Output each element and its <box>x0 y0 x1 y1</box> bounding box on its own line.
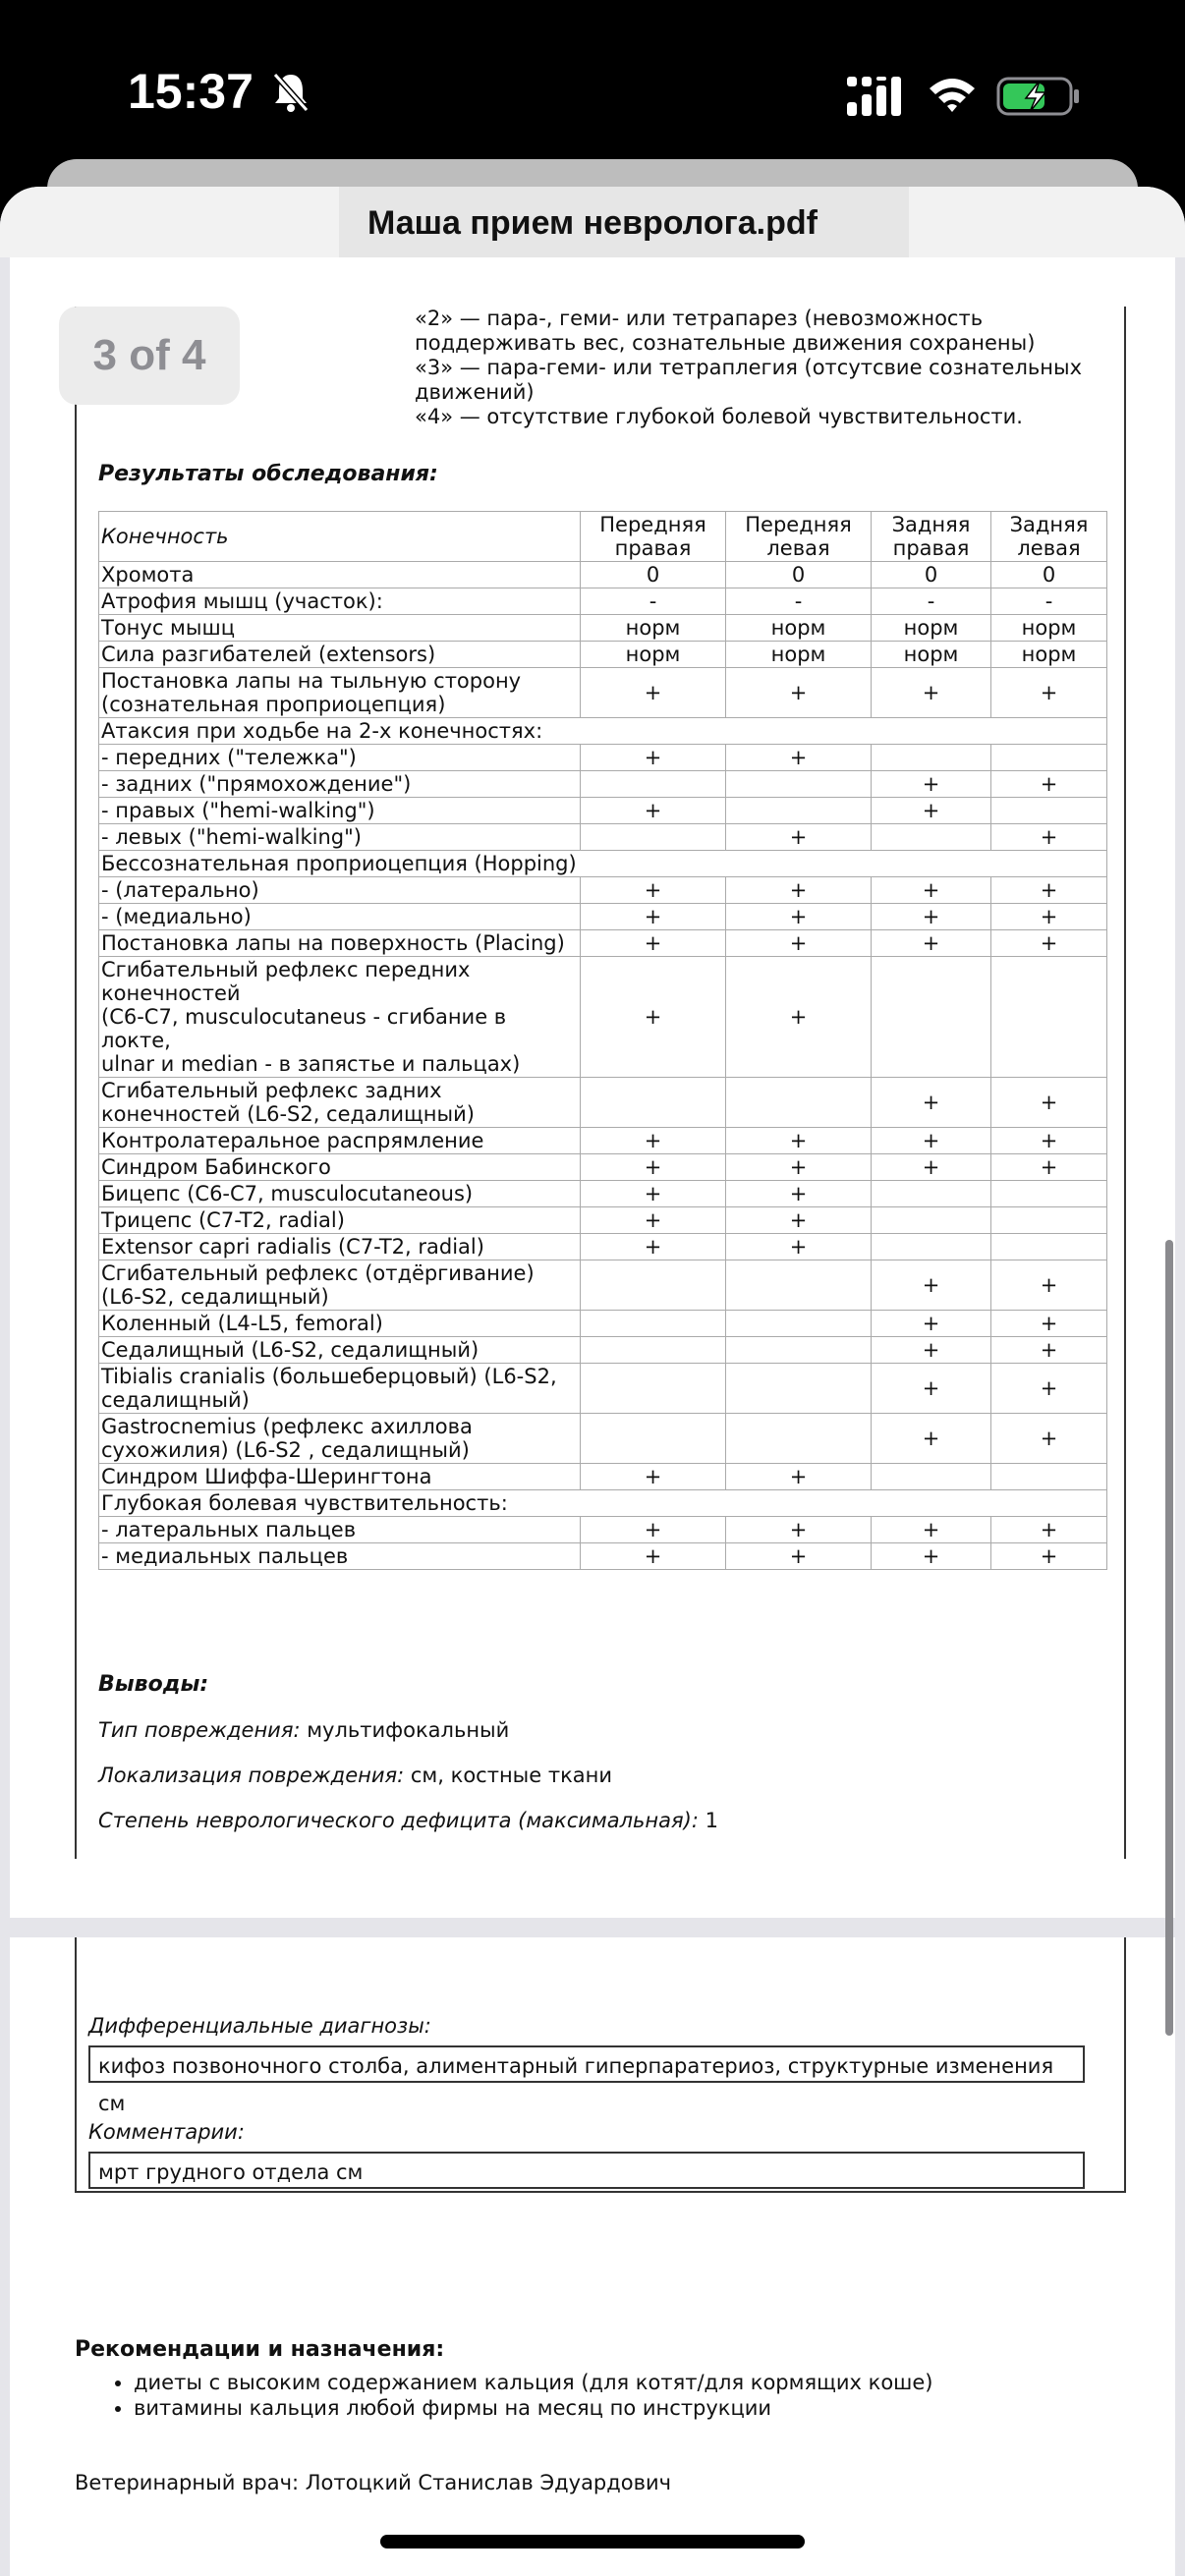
table-row <box>99 1260 1107 1311</box>
row-label: - левых ("hemi-walking") <box>99 824 581 851</box>
table-row <box>99 1464 1107 1490</box>
differential-label: Дифференциальные диагнозы: <box>88 2014 431 2038</box>
row-label: Трицепс (C7-T2, radial) <box>99 1207 581 1234</box>
row-value: + <box>726 824 872 851</box>
differential-box: кифоз позвоночного столба, алиментарный гиперпаратериоз, структурные изменения см <box>88 2045 1085 2083</box>
row-value: + <box>581 1517 726 1543</box>
row-value: + <box>581 745 726 771</box>
row-value: + <box>581 1543 726 1570</box>
row-value: + <box>581 1234 726 1260</box>
table-header-cell: Задняя левая <box>991 512 1107 562</box>
row-value: 0 <box>581 562 726 588</box>
row-label: Tibialis cranialis (большеберцовый) (L6-S2, седалищный) <box>99 1364 581 1414</box>
table-row <box>99 1517 1107 1543</box>
row-value: 0 <box>726 562 872 588</box>
row-value <box>991 1234 1107 1260</box>
deficit-value: 1 <box>705 1809 718 1832</box>
row-value <box>581 1337 726 1364</box>
row-value <box>991 1181 1107 1207</box>
row-value: норм <box>872 615 991 642</box>
row-value <box>726 771 872 798</box>
document-scroll-area[interactable] <box>0 257 1185 2576</box>
row-value <box>726 1078 872 1128</box>
row-label: Сгибательный рефлекс (отдёргивание) (L6-S2, седалищный) <box>99 1260 581 1311</box>
table-row <box>99 1181 1107 1207</box>
row-value <box>991 1464 1107 1490</box>
row-value: норм <box>581 642 726 668</box>
table-row <box>99 1234 1107 1260</box>
row-label: Седалищный (L6-S2, седалищный) <box>99 1337 581 1364</box>
row-label: - задних ("прямохождение") <box>99 771 581 798</box>
recommendations-title: Рекомендации и назначения: <box>75 2337 445 2362</box>
row-value: - <box>581 588 726 615</box>
results-title: Результаты обследования: <box>98 462 438 486</box>
scale-note: «3» — пара-геми- или тетраплегия (отсутсвие сознательных движений) <box>415 356 1083 404</box>
table-header-cell: Передняя правая <box>581 512 726 562</box>
row-value <box>991 745 1107 771</box>
row-label: Сгибательный рефлекс задних конечностей (L6-S2, седалищный) <box>99 1078 581 1128</box>
row-value <box>872 1207 991 1234</box>
row-value: норм <box>991 615 1107 642</box>
row-value: + <box>872 771 991 798</box>
row-value <box>991 798 1107 824</box>
page-indicator: 3 of 4 <box>59 307 240 405</box>
status-time: 15:37 <box>128 64 254 119</box>
row-value: норм <box>726 615 872 642</box>
row-value: + <box>872 1543 991 1570</box>
row-value <box>872 1234 991 1260</box>
table-row <box>99 1154 1107 1181</box>
row-value: + <box>581 1154 726 1181</box>
row-value: норм <box>991 642 1107 668</box>
row-value: + <box>991 1337 1107 1364</box>
scale-note: «2» — пара-, геми- или тетрапарез (невозможность поддерживать вес, сознательные движения сохранены) <box>415 307 1036 355</box>
pdf-viewer-sheet <box>0 187 1185 2576</box>
recommendations-list <box>94 2370 933 2421</box>
row-value <box>726 1414 872 1464</box>
recommendation-item: • витамины кальция любой фирмы на месяц по инструкции <box>134 2395 933 2421</box>
row-label: - латеральных пальцев <box>99 1517 581 1543</box>
row-value: + <box>991 1364 1107 1414</box>
row-label: Сила разгибателей (extensors) <box>99 642 581 668</box>
row-value: + <box>991 1078 1107 1128</box>
row-value: + <box>991 904 1107 930</box>
row-value: норм <box>872 642 991 668</box>
row-value <box>726 1364 872 1414</box>
table-row <box>99 824 1107 851</box>
row-value: + <box>872 877 991 904</box>
row-label: - правых ("hemi-walking") <box>99 798 581 824</box>
row-value <box>872 745 991 771</box>
table-row <box>99 1311 1107 1337</box>
cellular-signal-icon <box>847 77 902 116</box>
row-value: + <box>991 930 1107 957</box>
row-label: Глубокая болевая чувствительность: <box>99 1490 1107 1517</box>
row-value: + <box>581 877 726 904</box>
row-value <box>991 1207 1107 1234</box>
row-label: Тонус мышц <box>99 615 581 642</box>
row-value: + <box>726 1181 872 1207</box>
row-value: + <box>991 1260 1107 1311</box>
row-value <box>581 824 726 851</box>
row-value: + <box>991 1543 1107 1570</box>
row-value: + <box>991 771 1107 798</box>
row-label: Хромота <box>99 562 581 588</box>
row-value: - <box>726 588 872 615</box>
row-label: Контролатеральное распрямление <box>99 1128 581 1154</box>
table-row <box>99 1543 1107 1570</box>
row-label: - (латерально) <box>99 877 581 904</box>
row-label: Атаксия при ходьбе на 2-х конечностях: <box>99 718 1107 745</box>
table-header-cell: Задняя правая <box>872 512 991 562</box>
row-value: + <box>726 957 872 1078</box>
row-value: + <box>872 1260 991 1311</box>
lesion-localization <box>98 1764 612 1787</box>
row-value: + <box>991 1414 1107 1464</box>
row-value: + <box>581 1207 726 1234</box>
row-value: + <box>726 1517 872 1543</box>
table-row <box>99 798 1107 824</box>
row-label: Сгибательный рефлекс передних конечностей (C6-C7, musculocutaneus - сгибание в локте, ulnar и median - в запястье и пальцах) <box>99 957 581 1078</box>
row-value: + <box>726 668 872 718</box>
row-value: + <box>726 1234 872 1260</box>
table-row <box>99 588 1107 615</box>
row-value <box>872 824 991 851</box>
deficit-degree <box>98 1809 718 1832</box>
scrollbar[interactable] <box>1165 1240 1173 2036</box>
table-row <box>99 1337 1107 1364</box>
table-row <box>99 1364 1107 1414</box>
row-value: + <box>872 1311 991 1337</box>
row-label: Синдром Бабинского <box>99 1154 581 1181</box>
row-value: + <box>581 668 726 718</box>
row-value <box>726 1260 872 1311</box>
row-value <box>581 1078 726 1128</box>
localization-label: Локализация повреждения: <box>98 1764 405 1787</box>
row-value: норм <box>581 615 726 642</box>
row-value: + <box>581 930 726 957</box>
row-value: - <box>872 588 991 615</box>
row-label: - (медиально) <box>99 904 581 930</box>
wifi-icon <box>928 75 977 114</box>
row-value: + <box>726 904 872 930</box>
row-value: + <box>726 877 872 904</box>
pdf-page-4 <box>10 1937 1175 2576</box>
table-row <box>99 957 1107 1078</box>
table-row <box>99 562 1107 588</box>
row-value: + <box>872 1364 991 1414</box>
table-row <box>99 851 1107 877</box>
row-label: Атрофия мышц (участок): <box>99 588 581 615</box>
row-label: Бессознательная проприоцепция (Hopping) <box>99 851 1107 877</box>
row-value: - <box>991 588 1107 615</box>
recommendation-item: • диеты с высоким содержанием кальция (для котят/для кормящих коше) <box>134 2370 933 2395</box>
lesion-type <box>98 1718 509 1742</box>
row-label: Gastrocnemius (рефлекс ахиллова сухожилия) (L6-S2 , седалищный) <box>99 1414 581 1464</box>
row-value <box>581 1364 726 1414</box>
row-value <box>581 771 726 798</box>
row-value: + <box>726 1207 872 1234</box>
row-value: 0 <box>872 562 991 588</box>
row-value: + <box>991 1154 1107 1181</box>
row-value: + <box>872 798 991 824</box>
battery-charging-icon <box>996 77 1081 116</box>
row-value <box>872 1464 991 1490</box>
table-row <box>99 877 1107 904</box>
deficit-label: Степень неврологического дефицита (максимальная): <box>98 1809 699 1832</box>
row-value: + <box>581 1128 726 1154</box>
row-value: + <box>872 1128 991 1154</box>
conclusions-title: Выводы: <box>98 1672 209 1697</box>
row-value: + <box>872 668 991 718</box>
row-label: Бицепс (C6-C7, musculocutaneous) <box>99 1181 581 1207</box>
row-value: норм <box>726 642 872 668</box>
row-value <box>872 957 991 1078</box>
row-value <box>726 798 872 824</box>
home-indicator[interactable] <box>380 2535 805 2548</box>
table-row <box>99 1128 1107 1154</box>
row-value <box>726 1311 872 1337</box>
row-value: + <box>991 668 1107 718</box>
row-value: + <box>872 1078 991 1128</box>
row-label: Постановка лапы на поверхность (Placing) <box>99 930 581 957</box>
row-value: + <box>581 904 726 930</box>
exam-results-table <box>98 511 1107 1570</box>
table-row <box>99 642 1107 668</box>
status-bar <box>0 0 1185 162</box>
row-value: + <box>991 824 1107 851</box>
lesion-type-value: мультифокальный <box>307 1718 510 1742</box>
comments-label: Комментарии: <box>88 2120 245 2144</box>
table-header-row <box>99 512 1107 562</box>
row-value: + <box>872 1337 991 1364</box>
row-value: + <box>581 1181 726 1207</box>
pdf-page-3 <box>10 257 1175 1918</box>
row-label: - медиальных пальцев <box>99 1543 581 1570</box>
row-value: + <box>872 930 991 957</box>
row-value: + <box>581 957 726 1078</box>
row-label: Extensor capri radialis (C7-T2, radial) <box>99 1234 581 1260</box>
row-value <box>872 1181 991 1207</box>
row-value: + <box>872 904 991 930</box>
row-value: + <box>991 877 1107 904</box>
row-value: + <box>726 1543 872 1570</box>
row-value: + <box>991 1517 1107 1543</box>
row-value: + <box>872 1517 991 1543</box>
lesion-type-label: Тип повреждения: <box>98 1718 301 1742</box>
row-value: + <box>581 798 726 824</box>
table-row <box>99 1078 1107 1128</box>
table-row <box>99 1414 1107 1464</box>
row-value <box>991 957 1107 1078</box>
row-value: + <box>726 1154 872 1181</box>
row-label: - передних ("тележка") <box>99 745 581 771</box>
table-row <box>99 668 1107 718</box>
table-row <box>99 771 1107 798</box>
row-value <box>726 1337 872 1364</box>
row-value: + <box>991 1311 1107 1337</box>
table-row <box>99 615 1107 642</box>
row-value: + <box>726 1128 872 1154</box>
row-value: + <box>872 1414 991 1464</box>
table-row <box>99 904 1107 930</box>
row-label: Синдром Шиффа-Шерингтона <box>99 1464 581 1490</box>
row-value: + <box>726 1464 872 1490</box>
table-row <box>99 930 1107 957</box>
table-row <box>99 1207 1107 1234</box>
doctor-signature: Ветеринарный врач: Лотоцкий Станислав Эдуардович <box>75 2471 672 2494</box>
row-value: 0 <box>991 562 1107 588</box>
row-label: Постановка лапы на тыльную сторону (сознательная проприоцепция) <box>99 668 581 718</box>
comments-box: мрт грудного отдела см <box>88 2152 1085 2189</box>
scale-note: «4» — отсутствие глубокой болевой чувствительности. <box>415 405 1023 428</box>
row-value: + <box>991 1128 1107 1154</box>
document-title[interactable]: Маша прием невролога.pdf <box>367 204 818 242</box>
viewer-title-bar <box>0 187 1185 258</box>
table-row <box>99 745 1107 771</box>
table-header-cell: Конечность <box>99 512 581 562</box>
bell-slash-icon <box>271 71 310 114</box>
row-value: + <box>581 1464 726 1490</box>
row-value: + <box>726 930 872 957</box>
table-row <box>99 1490 1107 1517</box>
scale-notes <box>415 307 1122 429</box>
row-value: + <box>872 1154 991 1181</box>
row-value: + <box>726 745 872 771</box>
row-label: Коленный (L4-L5, femoral) <box>99 1311 581 1337</box>
row-value <box>581 1311 726 1337</box>
table-row <box>99 718 1107 745</box>
row-value <box>581 1414 726 1464</box>
table-header-cell: Передняя левая <box>726 512 872 562</box>
localization-value: см, костные ткани <box>410 1764 613 1787</box>
row-value <box>581 1260 726 1311</box>
